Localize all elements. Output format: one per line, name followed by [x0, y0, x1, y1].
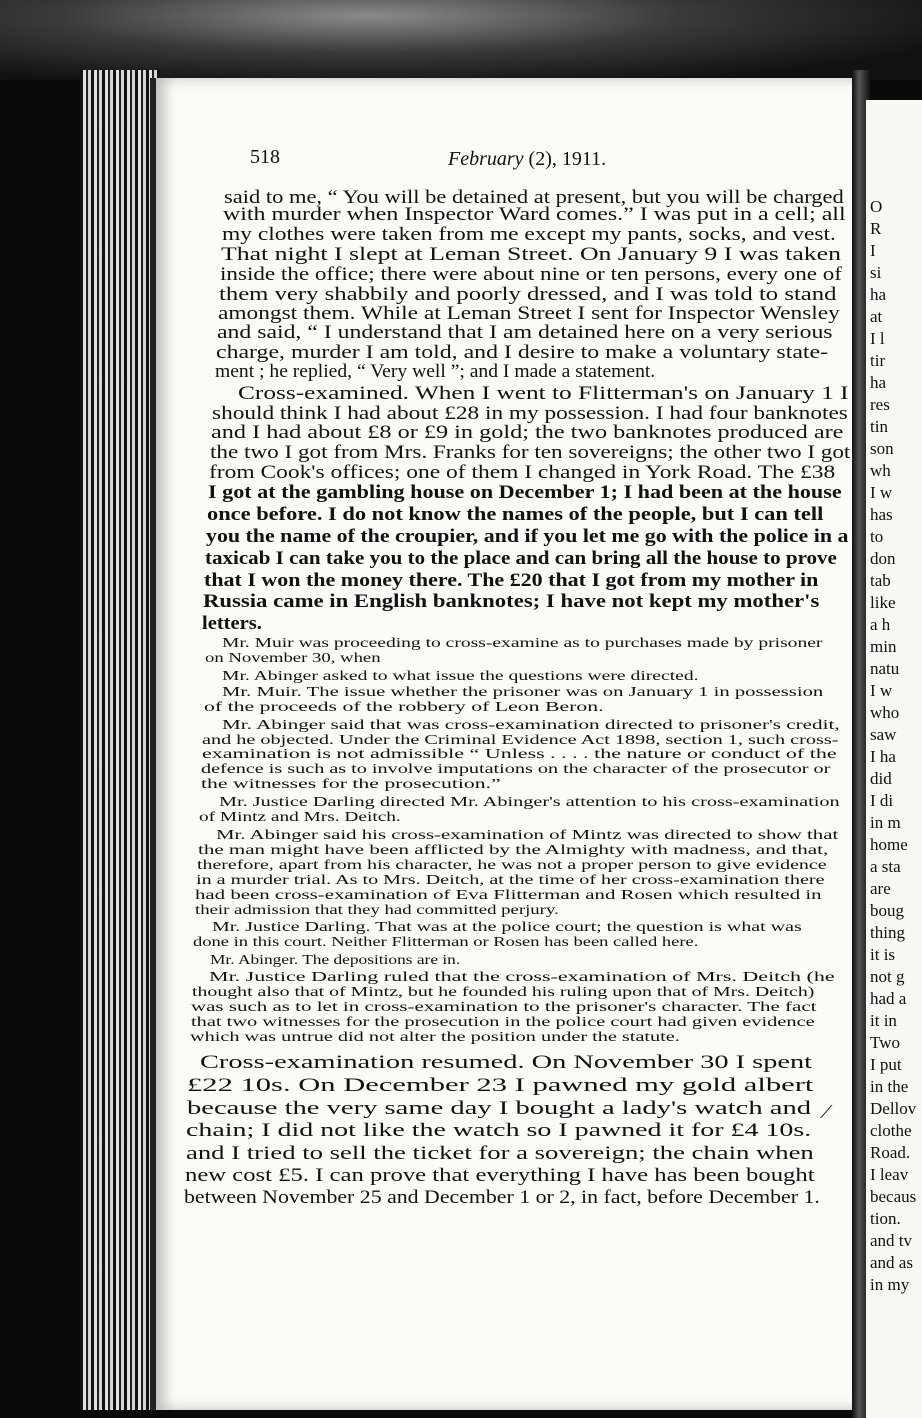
small-line-23: thought also that of Mintz, but he founded his ruling upon that of Mrs. Deitch)	[192, 984, 815, 999]
right-page-fragment: I di	[870, 791, 894, 810]
right-page-fragment: I ha	[870, 747, 896, 766]
tail-line-4: chain; I did not like the watch so I pawned it for £4 10s.	[186, 1120, 812, 1141]
body-line-5: inside the office; there were about nine or ten persons, every one of	[220, 264, 842, 285]
right-page-fragment: O	[870, 197, 883, 216]
tail-line-5: and I tried to sell the ticket for a sovereign; the chain when	[186, 1143, 814, 1164]
right-page-fragment: don	[870, 549, 896, 568]
small-line-17: had been cross-examination of Eva Flitterman and Rosen which resulted in	[195, 887, 822, 902]
right-page-fragment: had a	[870, 989, 907, 1008]
right-page-fragment: thing	[870, 923, 905, 942]
right-page-fragment: to	[870, 527, 884, 546]
page-number: 518	[250, 146, 280, 168]
small-line-24: was such as to let in cross-examination to the prisoner's character. The fact	[191, 999, 817, 1014]
right-page-fragment: wh	[870, 461, 891, 480]
right-page-fragment: tin	[870, 417, 888, 436]
right-page-fragment: in m	[870, 813, 901, 832]
right-page-fragment: it in	[870, 1011, 897, 1030]
right-page-fragment: tab	[870, 571, 891, 590]
tail-line-7: between November 25 and December 1 or 2, in fact, before December 1.	[184, 1187, 820, 1208]
right-page-fragment: did	[870, 769, 892, 788]
small-line-4: Mr. Muir. The issue whether the prisoner was on January 1 in possession	[222, 684, 824, 699]
body-line-22: letters.	[202, 613, 262, 634]
right-page-fragment: clothe	[870, 1121, 912, 1140]
body-line-21: Russia came in English banknotes; I have not kept my mother's	[203, 591, 820, 612]
right-page-fragment: tion.	[870, 1209, 901, 1228]
scan-background-top	[0, 0, 922, 80]
right-page-fragment: saw	[870, 725, 897, 744]
right-page-fragment: I w	[870, 681, 893, 700]
header-date-rest: (2), 1911.	[528, 148, 607, 170]
small-line-15: therefore, apart from his character, he was not a proper person to give evidence	[197, 857, 827, 872]
margin-pencil-mark: ⟋	[820, 1102, 833, 1122]
right-page-fragment: are	[870, 879, 891, 898]
body-line-12: should think I had about £28 in my possession. I had four banknotes	[212, 403, 848, 424]
right-page-fragment: becaus	[870, 1187, 917, 1206]
small-line-18: their admission that they had committed perjury.	[195, 902, 559, 917]
body-line-10: ment ; he replied, “ Very well ”; and I made a statement.	[215, 361, 656, 382]
small-line-8: examination is not admissible “ Unless . . . . the nature or conduct of the	[202, 746, 837, 761]
small-line-20: done in this court. Neither Flitterman or Rosen has been called here.	[193, 934, 699, 949]
right-page-fragment: natu	[870, 659, 900, 678]
small-line-12: of Mintz and Mrs. Deitch.	[199, 809, 401, 824]
small-line-14: the man might have been afflicted by the Almighty with madness, and that,	[198, 842, 829, 857]
right-page-fragment: boug	[870, 901, 904, 920]
body-line-16: I got at the gambling house on December 1; I had been at the house	[208, 482, 842, 503]
body-line-2: with murder when Inspector Ward comes.” I was put in a cell; all	[223, 204, 846, 225]
small-line-5: of the proceeds of the robbery of Leon Beron.	[204, 699, 604, 714]
body-line-11: Cross-examined. When I went to Flitterman's on January 1 I	[238, 383, 849, 404]
body-line-4: That night I slept at Leman Street. On January 9 I was taken	[221, 244, 841, 265]
small-line-9: defence is such as to involve imputations on the character of the prosecutor or	[201, 761, 831, 776]
body-line-7: amongst them. While at Leman Street I sent for Inspector Wensley	[218, 303, 840, 324]
body-line-3: my clothes were taken from me except my pants, socks, and vest.	[222, 224, 836, 245]
small-line-13: Mr. Abinger said his cross-examination of Mintz was directed to show that	[216, 827, 839, 842]
small-line-7: and he objected. Under the Criminal Evidence Act 1898, section 1, such cross-	[202, 732, 839, 747]
body-line-20: that I won the money there. The £20 that I got from my mother in	[204, 570, 819, 591]
right-page-fragment: ha	[870, 285, 887, 304]
right-page-fragment: like	[870, 593, 896, 612]
right-page-fragment: not g	[870, 967, 905, 986]
header-month: February	[448, 148, 524, 170]
right-page-fragment: and tv	[870, 1231, 913, 1250]
tail-line-3: because the very same day I bought a lady's watch and	[187, 1098, 812, 1119]
small-line-11: Mr. Justice Darling directed Mr. Abinger's attention to his cross-examination	[219, 794, 840, 809]
small-line-19: Mr. Justice Darling. That was at the police court; the question is what was	[212, 919, 802, 934]
right-page-fragment: si	[870, 263, 882, 282]
right-page-fragment: I leav	[870, 1165, 909, 1184]
right-page-fragment: tir	[870, 351, 886, 370]
right-page-fragment: home	[870, 835, 908, 854]
running-header	[448, 148, 606, 171]
right-page-fragment: Road.	[870, 1143, 911, 1162]
small-line-16: in a murder trial. As to Mrs. Deitch, at the time of her cross-examination there	[196, 872, 825, 887]
body-line-8: and said, “ I understand that I am detained here on a very serious	[217, 322, 833, 343]
right-page-fragment: I put	[870, 1055, 902, 1074]
right-page-fragment: it is	[870, 945, 896, 964]
right-page-fragment: has	[870, 505, 893, 524]
right-page-fragment: at	[870, 307, 883, 326]
right-page-fragment: son	[870, 439, 894, 458]
small-line-1: Mr. Muir was proceeding to cross-examine as to purchases made by prisoner	[222, 635, 823, 650]
small-line-6: Mr. Abinger said that was cross-examination directed to prisoner's credit,	[222, 717, 840, 732]
right-page-fragment: res	[870, 395, 890, 414]
tail-line-2: £22 10s. On December 23 I pawned my gold albert	[187, 1075, 814, 1096]
right-page-fragment: I w	[870, 483, 893, 502]
right-page-fragment: Two	[870, 1033, 900, 1052]
small-line-2: on November 30, when	[205, 650, 381, 665]
right-page-fragment: in the	[870, 1077, 909, 1096]
body-line-6: them very shabbily and poorly dressed, and I was told to stand	[219, 284, 837, 305]
body-line-14: the two I got from Mrs. Franks for ten sovereigns; the other two I got	[210, 442, 851, 463]
body-line-1: said to me, “ You will be detained at present, but you will be charged	[224, 187, 844, 208]
right-page-edge	[866, 100, 922, 1418]
body-line-9: charge, murder I am told, and I desire to make a voluntary state-	[216, 342, 829, 363]
body-line-13: and I had about £8 or £9 in gold; the two banknotes produced are	[211, 422, 844, 443]
right-page-fragment: in my	[870, 1275, 910, 1294]
right-page-fragment: a sta	[870, 857, 901, 876]
small-line-21: Mr. Abinger. The depositions are in.	[210, 952, 461, 967]
small-line-3: Mr. Abinger asked to what issue the questions were directed.	[222, 668, 699, 683]
right-page-fragment: ha	[870, 373, 887, 392]
right-page-fragment: I l	[870, 329, 885, 348]
book-spine	[80, 70, 160, 1410]
right-page-fragment: R	[870, 219, 882, 238]
tail-line-1: Cross-examination resumed. On November 30 I spent	[200, 1052, 813, 1073]
right-page-fragment: who	[870, 703, 900, 722]
right-page-fragment: Dellov	[870, 1099, 917, 1118]
tail-line-6: new cost £5. I can prove that everything I have has been bought	[185, 1165, 815, 1186]
small-line-26: which was untrue did not alter the position under the statute.	[190, 1029, 680, 1044]
right-page-fragment: a h	[870, 615, 891, 634]
body-line-15: from Cook's offices; one of them I changed in York Road. The £38	[209, 462, 836, 483]
right-page-fragment: min	[870, 637, 897, 656]
small-line-25: that two witnesses for the prosecution in the police court had given evidence	[191, 1014, 815, 1029]
right-page-fragment: I	[870, 241, 876, 260]
body-line-17: once before. I do not know the names of the people, but I can tell	[207, 504, 824, 525]
body-line-19: taxicab I can take you to the place and can bring all the house to prove	[205, 548, 837, 569]
small-line-22: Mr. Justice Darling ruled that the cross-examination of Mrs. Deitch (he	[209, 969, 835, 984]
right-page-fragment: and as	[870, 1253, 913, 1272]
body-line-18: you the name of the croupier, and if you let me go with the police in a	[206, 526, 849, 547]
small-line-10: the witnesses for the prosecution.”	[201, 776, 501, 791]
